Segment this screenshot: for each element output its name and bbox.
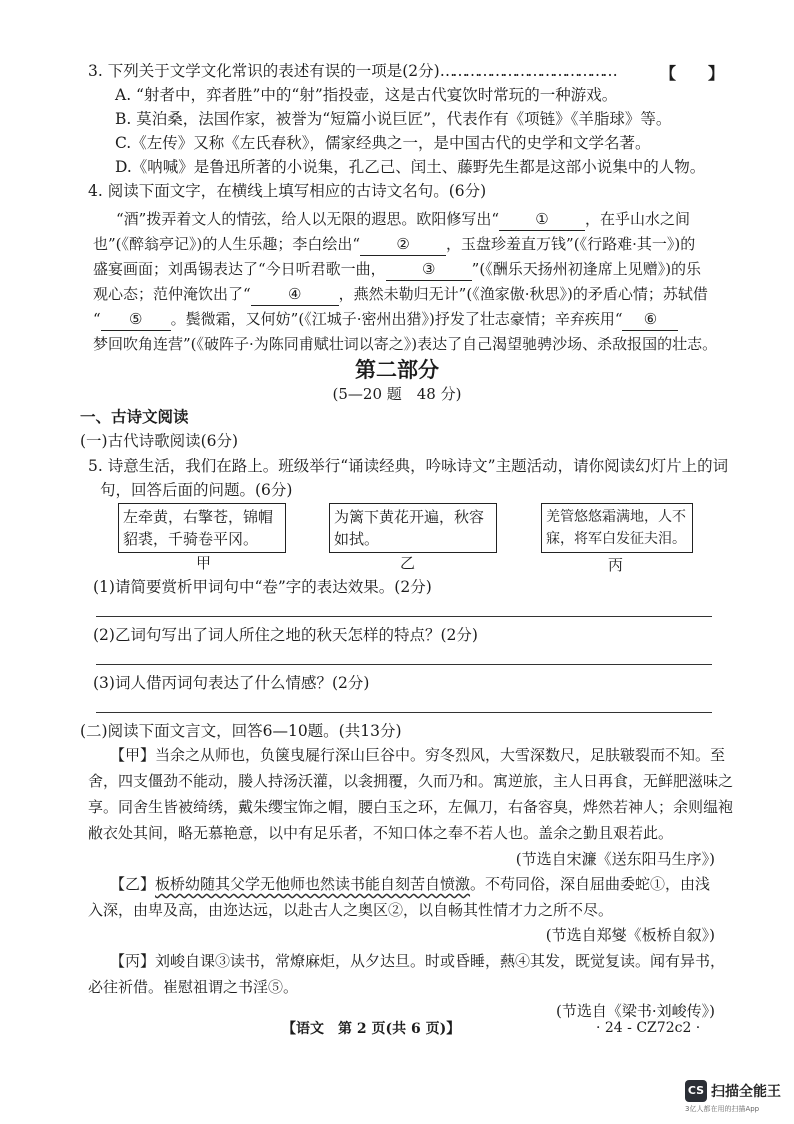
passage-yi-line-2: 入深，由卑及高，由迩达远，以赴古人之奥区②，以自畅其性情才力之所不尽。 [88,901,614,919]
answer-line-1[interactable] [96,616,712,617]
scanner-watermark [685,1080,781,1102]
q4-text: “ [93,310,101,328]
slide-text: 寐，将军白发征夫泪。 [546,531,686,547]
passage-tag: 【乙】 [110,875,156,893]
reading-heading: (二)阅读下面文言文，回答6—10题。(共13分) [80,722,402,740]
scanner-app-name: 扫描全能王 [711,1084,781,1100]
q4-text: ”(《酬乐天扬州初逢席上见赠》)的乐 [471,260,702,278]
q4-text: ，燕然未勒归无计”(《渔家傲·秋思》)的矛盾心情；苏轼借 [338,285,708,303]
passage-bing-line-1: 【丙】刘峻自课③读书，常燎麻炬，从夕达旦。时或昏睡，爇④其发，既觉复读。闻有异书， [110,952,726,970]
slide-text: 貂裘，千骑卷平冈。 [123,530,259,548]
sub-question-2: (2)乙词句写出了词人所住之地的秋天怎样的特点？(2分) [93,626,478,644]
q4-line-5 [93,308,678,331]
q4-text: 盛宴画面；刘禹锡表达了“今日听君歌一曲， [93,260,386,278]
answer-line-2[interactable] [96,664,712,665]
page-footer: 【语文 第 2 页(共 6 页)】 [282,1021,461,1037]
passage-jia-line-3: 享。同舍生皆被绮绣，戴朱缨宝饰之帽，腰白玉之环，左佩刀，右备容臭，烨然若神人；余则缊袍 [88,798,734,816]
passage-text: 。不苟同俗，深自屈曲委蛇①，由浅 [470,875,711,893]
caption-yi: 乙 [400,554,416,572]
wavy-underlined-sentence: 板桥幼随其父学无他师也然读书能自刻苦自愤激 [155,875,471,893]
q3-option-c: C.《左传》又称《左氏春秋》，儒家经典之一，是中国古代的史学和文学名著。 [115,134,651,152]
fill-blank-4[interactable]: ④ [251,283,339,306]
q5-stem-2: 句，回答后面的问题。(6分) [100,481,293,499]
q3-option-a: A. “射者中，弈者胜”中的“射”指投壶，这是古代宴饮时常玩的一种游戏。 [115,86,618,104]
q4-line-2 [93,233,695,256]
passage-jia-line-1: 【甲】当余之从师也，负箧曳屣行深山巨谷中。穷冬烈风，大雪深数尺，足肤皲裂而不知。至 [110,746,726,764]
slide-text: 为篱下黄花开遍，秋容 [334,508,485,526]
q5-stem-1: 5. 诗意生活，我们在路上。班级举行“诵读经典，吟咏诗文”主题活动，请你阅读幻灯片上的词 [88,457,729,475]
q3-stem [88,60,615,82]
passage-yi-source: (节选自郑燮《板桥自叙》) [545,926,715,944]
passage-jia-line-2: 舍，四支僵劲不能动，媵人持汤沃灌，以衾拥覆，久而乃和。寓逆旅，主人日再食，无鲜肥滋味之 [88,772,734,790]
subsection-heading: (一)古代诗歌阅读(6分) [80,432,239,450]
q4-text: 也”(《醉翁亭记》)的人生乐趣；李白绘出“ [93,235,361,253]
q4-text: ，玉盘珍羞直万钱”(《行路难·其一》)的 [446,235,696,253]
part-subtitle: (5—20 题 48 分) [332,385,462,403]
q3-dots: …………………………………… [439,62,615,80]
answer-bracket: 【 】 [660,64,725,83]
q4-line-6: 梦回吹角连营”(《破阵子·为陈同甫赋壮词以寄之》)表达了自己渴望驰骋沙场、杀敌报国的壮志。 [93,335,718,353]
fill-blank-6[interactable]: ⑥ [622,308,678,331]
slide-text: 羌管悠悠霜满地，人不 [546,509,686,525]
q4-line-1 [116,208,690,231]
passage-yi-line-1 [110,873,710,895]
q4-text: 。鬓微霜，又何妨”(《江城子·密州出猎》)抒发了壮志豪情；辛弃疾用“ [170,310,623,328]
passage-jia-line-4: 敝衣处其间，略无慕艳意，以中有足乐者，不知口体之奉不若人也。盖余之勤且艰若此。 [88,824,674,842]
scanner-tagline: 3亿人都在用的扫描App [685,1105,760,1113]
answer-line-3[interactable] [96,712,712,713]
slide-text: 如拭。 [334,530,380,548]
sub-question-3: (3)词人借丙词句表达了什么情感？(2分) [93,674,370,692]
part-title: 第二部分 [355,357,439,382]
slide-box-bing [541,503,693,553]
q4-stem: 4. 阅读下面文字，在横线上填写相应的古诗文名句。(6分) [88,182,487,200]
fill-blank-1[interactable]: ① [499,208,585,231]
fill-blank-2[interactable]: ② [360,233,446,256]
passage-bing-line-2: 必往祈借。崔慰祖谓之书淫⑤。 [88,978,299,996]
passage-jia-source: (节选自宋濂《送东阳马生序》) [515,850,715,868]
q4-text: 观心态；范仲淹饮出了“ [93,285,251,303]
q3-stem-text: 3. 下列关于文学文化常识的表述有误的一项是(2分) [88,62,440,80]
q4-text: ，在乎山水之间 [585,210,691,228]
paper-code: · 24 - CZ72c2 · [596,1020,701,1036]
q3-option-d: D.《呐喊》是鲁迅所著的小说集，孔乙己、闰土、藤野先生都是这部小说集中的人物。 [115,158,706,176]
q4-line-3 [93,258,701,281]
caption-jia: 甲 [196,554,212,572]
caption-bing: 丙 [608,556,624,574]
slide-box-yi [329,503,497,553]
q3-option-b: B. 莫泊桑，法国作家，被誉为“短篇小说巨匠”，代表作有《项链》《羊脂球》等。 [115,110,672,128]
scanner-logo-icon: CS [685,1080,707,1102]
slide-text: 左牵黄，右擎苍，锦帽 [123,508,274,526]
passage-bing-source: (节选自《梁书·刘峻传》) [556,1002,715,1020]
q4-text: “酒”拨弄着文人的情弦，给人以无限的遐思。欧阳修写出“ [116,210,500,228]
sub-question-1: (1)请简要赏析甲词句中“卷”字的表达效果。(2分) [93,578,432,596]
fill-blank-5[interactable]: ⑤ [101,308,171,331]
section-heading: 一、古诗文阅读 [80,407,189,426]
q4-line-4 [93,283,708,306]
fill-blank-3[interactable]: ③ [386,258,472,281]
slide-box-jia [118,503,286,553]
